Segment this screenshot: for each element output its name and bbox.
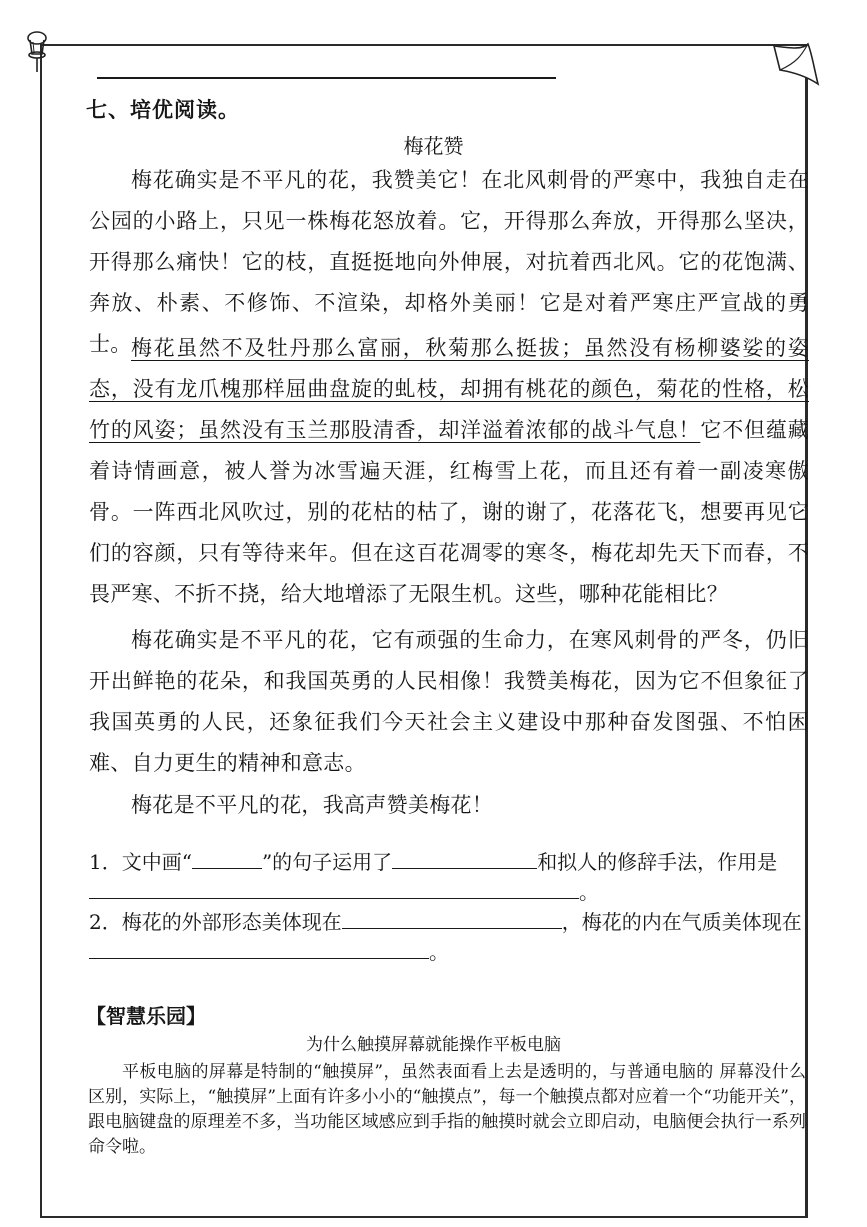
answer-blank-2b[interactable] [89, 938, 429, 959]
question-1-part-b: ”的句子运用了 [261, 850, 393, 874]
answer-blank-1a[interactable] [192, 848, 262, 869]
pushpin-icon [22, 28, 52, 74]
underlined-sentence: 梅花虽然不及牡丹那么富丽，秋菊那么挺拔；虽然没有杨柳婆娑的姿态，没有龙爪槐那样屈曲盘旋的虬枝，却拥有桃花的颜色，菊花的性格，松竹的风姿；虽然没有玉兰那股清香，却洋溢着浓郁的战斗气息！ [89, 336, 809, 442]
question-1-part-c: 和拟人的修辞手法，作用是 [537, 850, 778, 874]
answer-blank-1c[interactable] [89, 878, 579, 899]
section-title: 七、培优阅读。 [86, 97, 240, 122]
question-1-part-d: 。 [579, 880, 599, 904]
question-2-part-a: 2．梅花的外部形态美体现在 [89, 910, 342, 934]
article-title: 梅花赞 [403, 134, 464, 158]
answer-blank-1b[interactable] [392, 848, 537, 869]
wisdom-title: 为什么触摸屏幕就能操作平板电脑 [306, 1035, 561, 1055]
page-curl-icon [772, 40, 822, 86]
answer-blank-2a[interactable] [342, 908, 562, 929]
question-1 [89, 847, 809, 907]
paragraph-2 [89, 328, 809, 615]
paragraph-3: 梅花确实是不平凡的花，它有顽强的生命力，在寒风刺骨的严冬，仍旧开出鲜艳的花朵，和我国英勇的人民相像！我赞美梅花，因为它不但象征了我国英勇的人民，还象征我们今天社会主义建设中那种奋发图强、不怕困难、自力更生的精神和意志。 [89, 628, 809, 775]
paragraph-1: 梅花确实是不平凡的花，我赞美它！在北风刺骨的严寒中，我独自走在公园的小路上，只见一株梅花怒放着。它，开得那么奔放，开得那么坚决，开得那么痛快！它的枝，直挺挺地向外伸展，对抗着西北风。它的花饱满、奔放、朴素、不修饰、不渲染，却格外美丽！它是对着严寒庄严宣战的勇士。 [89, 168, 809, 356]
name-line [97, 77, 556, 79]
wisdom-heading: 【智慧乐园】 [86, 1004, 206, 1028]
wisdom-text: 平板电脑的屏幕是特制的“触摸屏”，虽然表面看上去是透明的，与普通电脑的 屏幕没什么区别，实际上，“触摸屏”上面有许多小小的“触摸点”，每一个触摸点都对应着一个“功能开关”，跟电脑键盘的原理差不多，当功能区域感应到手指的触摸时就会立即启动，电脑便会执行一系列命令啦。 [88, 1062, 806, 1157]
question-2 [89, 907, 809, 967]
question-2-part-c: 。 [429, 940, 449, 964]
question-2-part-b: ，梅花的内在气质美体现在 [561, 910, 802, 934]
paragraph-2-rest: 它不但蕴藏着诗情画意，被人誉为冰雪遍天涯，红梅雪上花，而且还有着一副凌寒傲骨。一阵西北风吹过，别的花枯的枯了，谢的谢了，花落花飞，想要再见它们的容颜，只有等待来年。但在这百花凋零的寒冬，梅花却先天下而春，不畏严寒、不折不挠，给大地增添了无限生机。这些，哪种花能相比？ [89, 418, 809, 606]
question-1-part-a: 1．文中画“ [89, 850, 192, 874]
paragraph-4: 梅花是不平凡的花，我高声赞美梅花！ [131, 793, 494, 817]
